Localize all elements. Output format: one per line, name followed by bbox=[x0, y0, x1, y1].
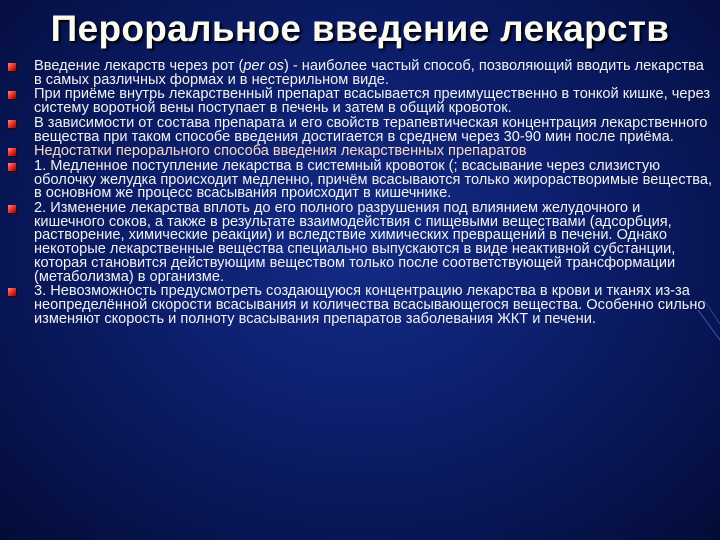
bullet-text: 1. Медленное поступление лекарства в системный кровоток (; всасывание через слизистую оболочку желудка происходит медленно, причём всасываются только жирорастворимые вещества, в основном же процесс всасывания происходит в кишечнике. bbox=[34, 157, 713, 202]
bullet-list bbox=[8, 60, 714, 327]
bullet-square-icon bbox=[8, 120, 16, 128]
bullet-item bbox=[8, 157, 714, 202]
bullet-square-icon bbox=[8, 288, 16, 296]
bullet-square-icon bbox=[8, 163, 16, 171]
bullet-item bbox=[8, 202, 714, 284]
bullet-item bbox=[8, 114, 714, 145]
bullet-text: 2. Изменение лекарства вплоть до его полного разрушения под влиянием желудочного и кишечного соков, а также в результате взаимодействия с пищевыми веществами (адсорбция, растворение, химические реакции) и вследствие химических превращений в печени. Однако некоторые лекарственные вещества специально выпускаются в виде неактивной субстанции, которая становится действующим веществом только после соответствующей трансформации (метаболизма) в организме. bbox=[34, 200, 676, 285]
bullet-text: Введение лекарств через рот (per os) - наиболее частый способ, позволяющий вводить лекарства в самых различных формах и в нестерильном виде. bbox=[34, 58, 704, 88]
bullet-item bbox=[8, 88, 714, 115]
bullet-square-icon bbox=[8, 63, 16, 71]
bullet-text: При приёме внутрь лекарственный препарат всасывается преимущественно в тонкой кишке, через систему воротной вены поступает в печень и затем в общий кровоток. bbox=[34, 86, 711, 117]
bullet-square-icon bbox=[8, 148, 16, 156]
bullet-item-heading bbox=[8, 145, 714, 159]
bullet-text: В зависимости от состава препарата и его свойств терапевтическая концентрация лекарственного вещества при таком способе введения достигается в среднем через 30-90 мин после приёма. bbox=[34, 114, 708, 145]
bullet-item bbox=[8, 60, 714, 87]
decorative-lines-icon bbox=[696, 300, 720, 360]
bullet-text-latin: per os bbox=[243, 58, 284, 74]
bullet-text: 3. Невозможность предусмотреть создающуюся концентрацию лекарства в крови и тканях из-за неопределённой скорости всасывания и количества всасывающегося вещества. Особенно сильно изменяют скорость и полноту всасывания препаратов заболевания ЖКТ и печени. bbox=[34, 283, 706, 327]
slide-title: Пероральное введение лекарств bbox=[50, 8, 670, 49]
bullet-square-icon bbox=[8, 205, 16, 213]
bullet-item bbox=[8, 285, 714, 326]
bullet-text: Недостатки перорального способа введения лекарственных препаратов bbox=[34, 143, 527, 160]
bullet-square-icon bbox=[8, 91, 16, 99]
